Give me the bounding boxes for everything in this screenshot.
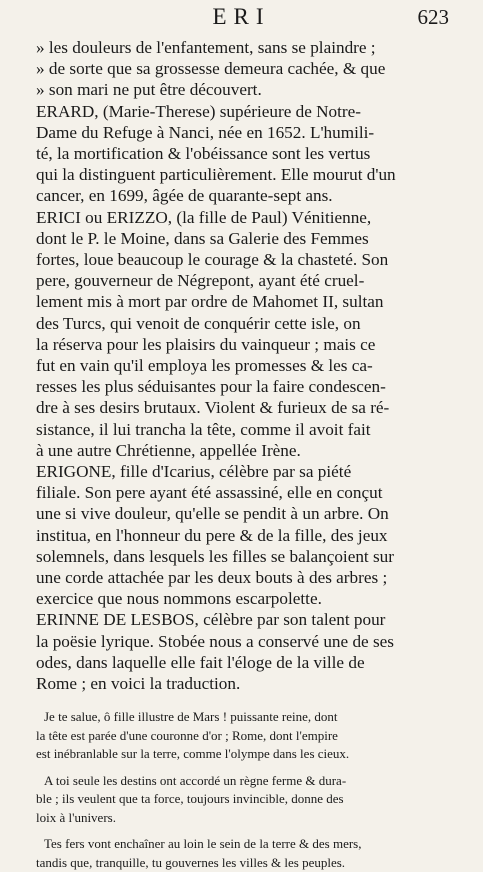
entry-erici-heading: ERICI ou ERIZZO, (la fille de Paul) Vénitienne, [36,207,372,227]
poem-line: Je te salue, ô fille illustre de Mars ! puissante reine, dont [44,709,338,725]
poem-line: la tête est parée d'une couronne d'or ; Rome, dont l'empire [36,727,338,743]
text-line: » de sorte que sa grossesse demeura cachée, & que [36,59,386,79]
text-line: institua, en l'honneur du pere & de la fille, des jeux [36,525,388,545]
spacer [36,764,450,772]
text-line: à une autre Chrétienne, appellée Irène. [36,440,301,460]
text-line: une corde attachée par les deux bouts à des arbres ; [36,568,388,588]
poem-line: A toi seule les destins ont accordé un règne ferme & dura- [44,772,347,788]
poem-line: Tes fers vont enchaîner au loin le sein de la terre & des mers, [44,836,362,852]
text-line: sistance, il lui trancha la tête, comme il avoit fait [36,419,371,439]
ode-translation [36,708,450,872]
text-line: dre à ses desirs brutaux. Violent & furieux de sa ré- [36,398,390,418]
page-header [0,4,483,32]
entry-erinne-heading: ERINNE DE LESBOS, célèbre par son talent pour [36,610,386,630]
text-line: des Turcs, qui venoit de conquérir cette isle, on [36,313,361,333]
spacer [36,694,450,708]
body-text [36,37,450,872]
page-number: 623 [417,5,449,29]
text-line: té, la mortification & l'obéissance sont les vertus [36,144,371,164]
text-line: lement mis à mort par ordre de Mahomet II, sultan [36,292,384,312]
poem-line: tandis que, tranquille, tu gouvernes les villes & les peuples. [36,854,346,870]
entry-erigone-heading: ERIGONE, fille d'Icarius, célèbre par sa piété [36,462,352,482]
text-line: la réserva pour les plaisirs du vainqueur ; mais ce [36,334,376,354]
text-line: qui la distinguent particulièrement. Elle mourut d'un [36,165,396,185]
running-head: ERI [212,4,271,29]
text-line: Rome ; en voici la traduction. [36,674,241,694]
text-line: » les douleurs de l'enfantement, sans se plaindre ; [36,38,376,57]
text-line: une si vive douleur, qu'elle se pendit à un arbre. On [36,504,389,524]
text-line: pere, gouverneur de Négrepont, ayant été cruel- [36,271,365,291]
poem-line: est inébranlable sur la terre, comme l'olympe dans les cieux. [36,746,350,762]
text-line: solemnels, dans lesquels les filles se balançoient sur [36,546,394,566]
poem-line: loix à l'univers. [36,809,116,825]
text-line: exercice que nous nommons escarpolette. [36,589,322,609]
poem-line: ble ; ils veulent que ta force, toujours invincible, donne des [36,791,344,807]
text-line: fortes, loue beaucoup le courage & la chasteté. Son [36,250,389,270]
text-line: dont le P. le Moine, dans sa Galerie des Femmes [36,228,369,248]
text-line: fut en vain qu'il employa les promesses & les ca- [36,356,373,376]
text-line: la poësie lyrique. Stobée nous a conservé une de ses [36,631,394,651]
text-line: Dame du Refuge à Nanci, née en 1652. L'humili- [36,122,375,142]
text-line: » son mari ne put être découvert. [36,80,262,100]
text-line: filiale. Son pere ayant été assassiné, elle en conçut [36,483,383,503]
spacer [36,827,450,835]
text-line: resses les plus séduisantes pour la faire condescen- [36,377,386,397]
entry-erard-heading: ERARD, (Marie-Therese) supérieure de Notre- [36,101,361,121]
text-line: cancer, en 1699, âgée de quarante-sept ans. [36,186,333,206]
text-line: odes, dans laquelle elle fait l'éloge de la ville de [36,652,365,672]
